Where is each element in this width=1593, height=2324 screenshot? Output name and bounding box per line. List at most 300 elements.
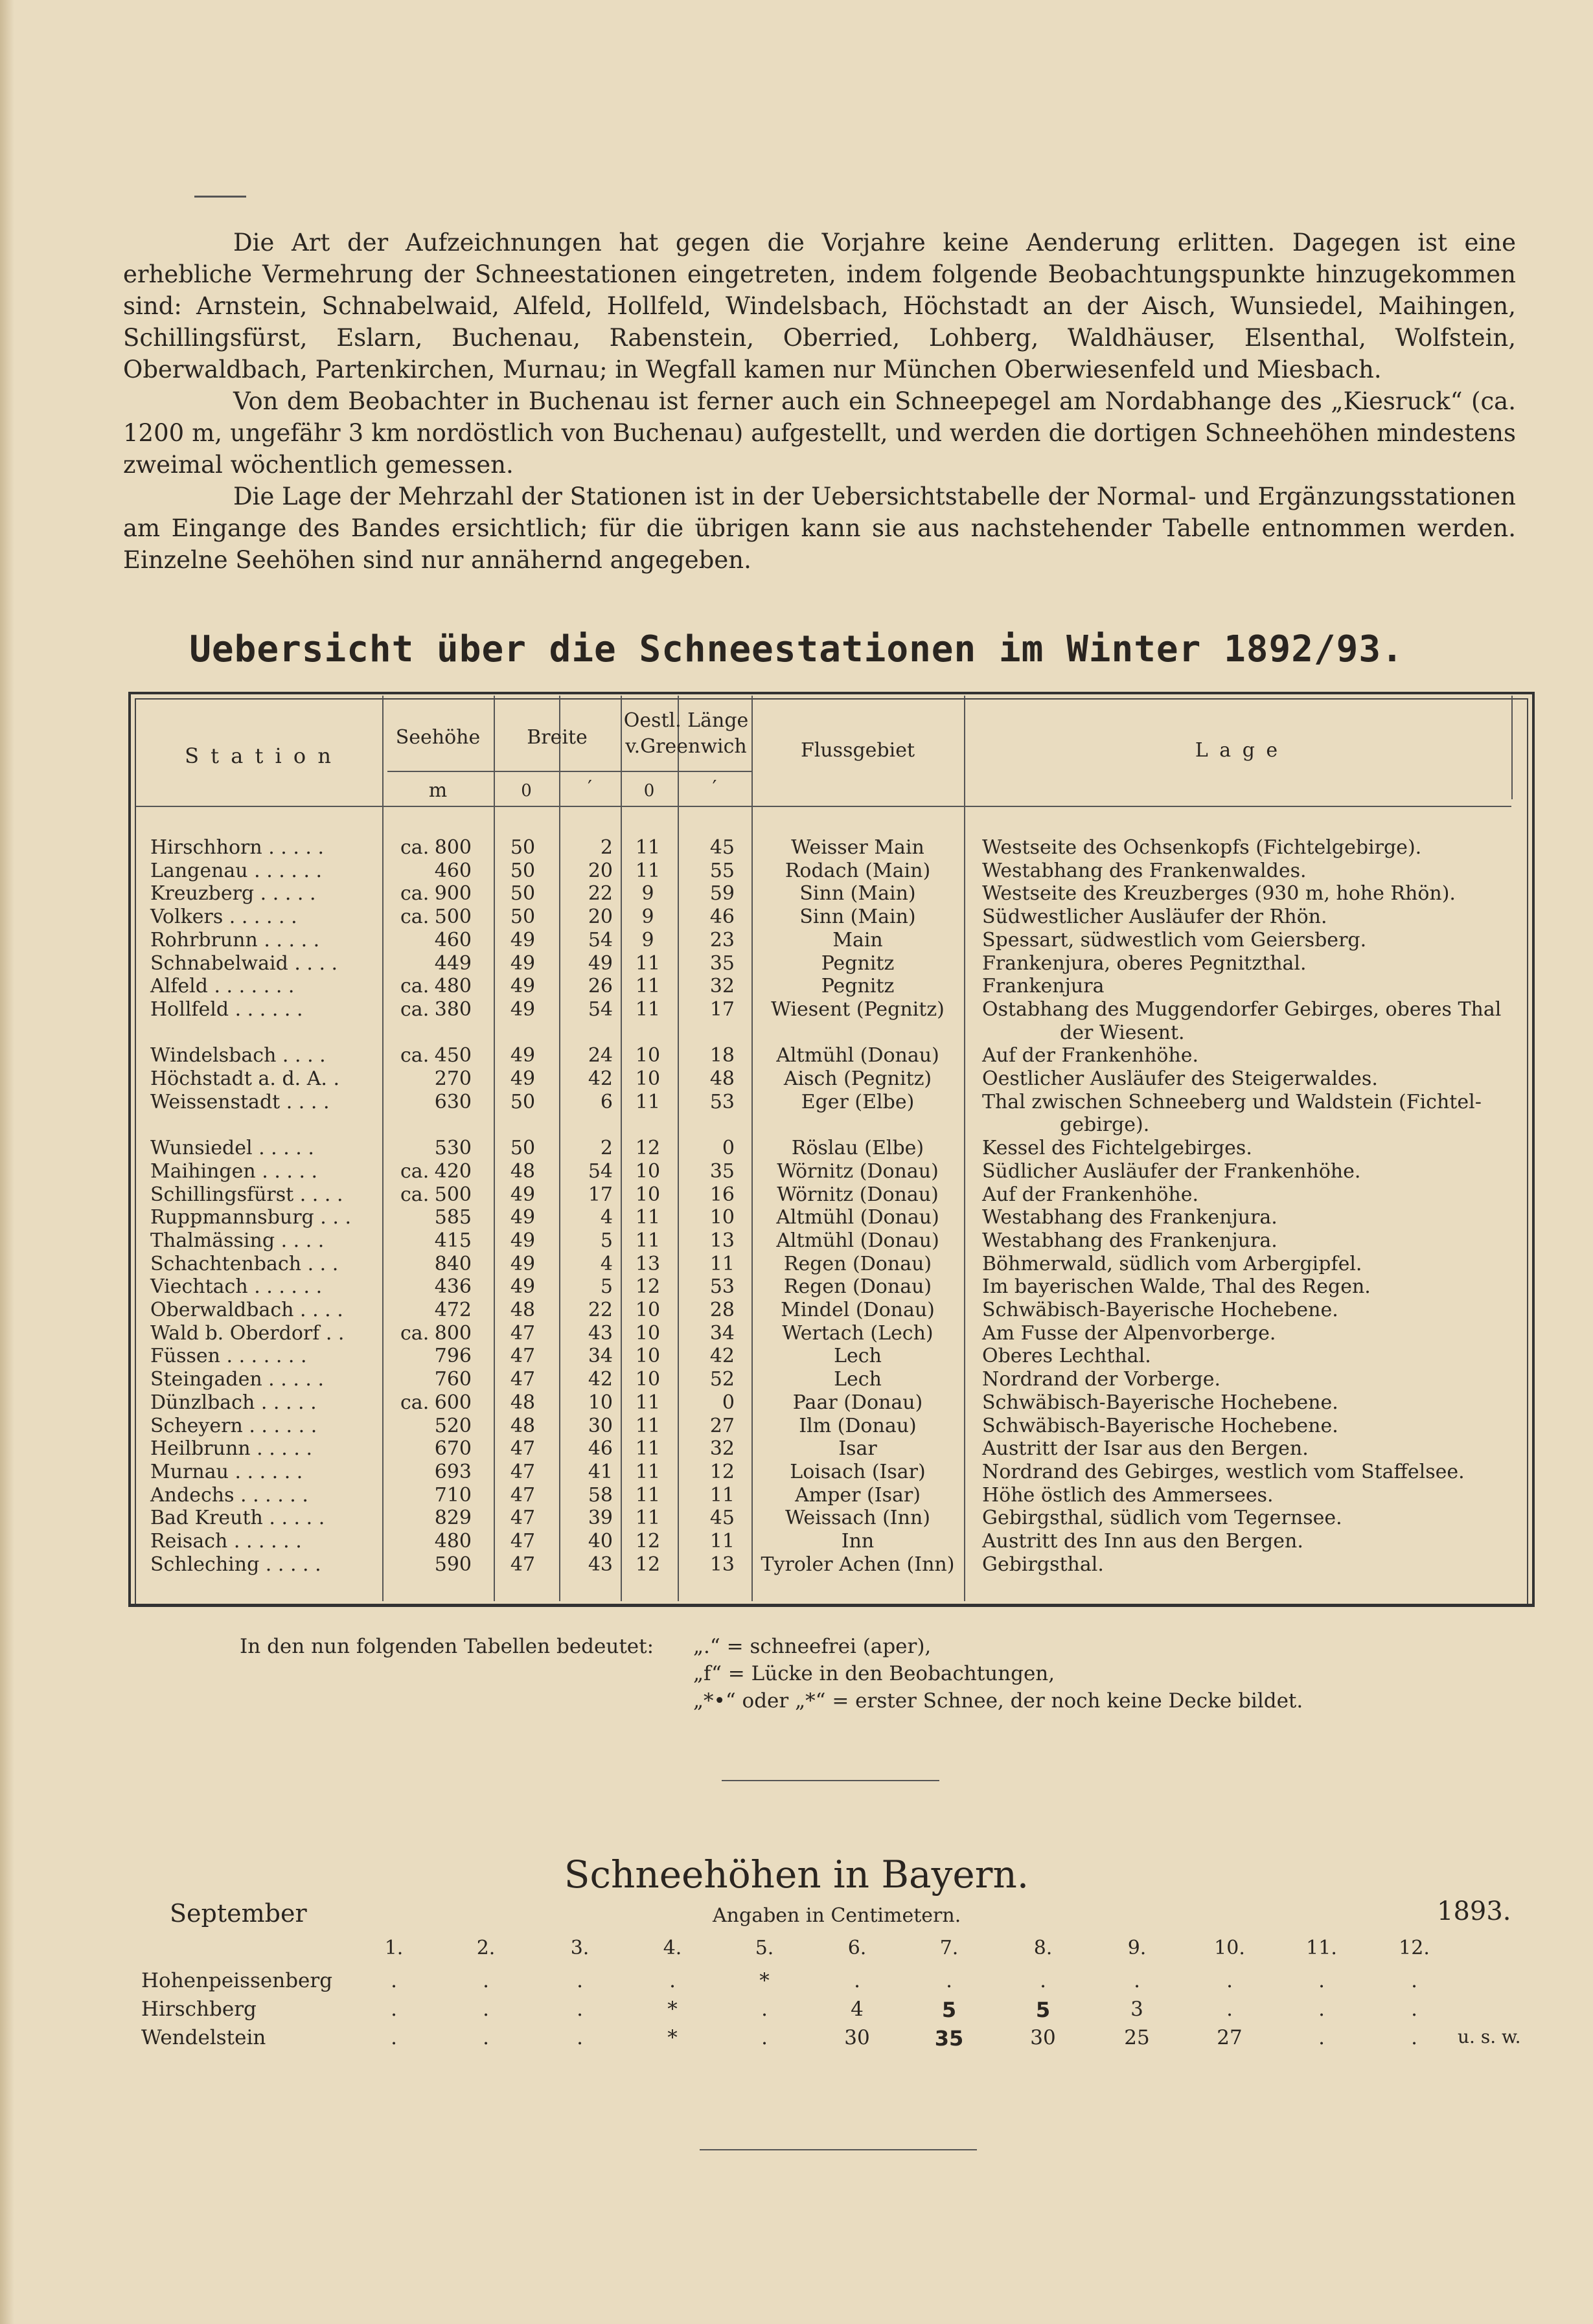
lage-text: Oestlicher Ausläufer des Steigerwaldes. bbox=[982, 1067, 1378, 1090]
station-name: Dünzlbach . . . . . bbox=[150, 1391, 317, 1414]
lage-text: Schwäbisch-Bayerische Hochebene. bbox=[982, 1299, 1338, 1321]
station-name: Wunsiedel . . . . . bbox=[150, 1137, 314, 1160]
snow-year: 1893. bbox=[1437, 1897, 1511, 1926]
laenge-degrees: 10 bbox=[635, 1321, 661, 1345]
lage-text: Spessart, südwestlich vom Geiersberg. bbox=[982, 928, 1367, 951]
laenge-degrees: 9 bbox=[641, 906, 654, 929]
snow-value: . bbox=[577, 1998, 583, 2021]
breite-minutes: 40 bbox=[588, 1530, 613, 1553]
breite-minutes: 43 bbox=[588, 1321, 613, 1345]
laenge-degrees: 11 bbox=[635, 1507, 661, 1530]
laenge-minutes: 32 bbox=[709, 1437, 735, 1461]
snow-day-header: 2. bbox=[476, 1937, 496, 1959]
flussgebiet: Sinn (Main) bbox=[799, 882, 916, 906]
lage-text: Südwestlicher Ausläufer der Rhön. bbox=[982, 906, 1327, 929]
seehoehe-value: 520 bbox=[434, 1414, 472, 1437]
breite-minutes: 34 bbox=[588, 1345, 613, 1368]
legend-aper: „.“ = schneefrei (aper), bbox=[693, 1635, 932, 1658]
lage-text: Frankenjura, oberes Pegnitzthal. bbox=[982, 951, 1307, 975]
station-name: Bad Kreuth . . . . . bbox=[150, 1507, 325, 1530]
station-name: Schleching . . . . . bbox=[150, 1553, 321, 1576]
breite-degrees: 49 bbox=[510, 1206, 536, 1229]
snow-value: * bbox=[667, 2026, 678, 2049]
snow-value: 25 bbox=[1124, 2026, 1150, 2049]
lage-text: gebirge). bbox=[1060, 1113, 1150, 1137]
breite-minutes: 2 bbox=[600, 1137, 613, 1160]
seehoehe-approx: ca. bbox=[400, 882, 430, 906]
seehoehe-value: 420 bbox=[434, 1159, 472, 1183]
seehoehe-value: 710 bbox=[434, 1483, 472, 1507]
header-breite-min: ′ bbox=[588, 777, 592, 799]
lage-text: Südlicher Ausläufer der Frankenhöhe. bbox=[982, 1159, 1361, 1183]
lage-text: Westabhang des Frankenjura. bbox=[982, 1229, 1278, 1252]
seehoehe-value: 436 bbox=[434, 1275, 472, 1299]
laenge-minutes: 45 bbox=[709, 836, 735, 859]
laenge-degrees: 11 bbox=[635, 1483, 661, 1507]
laenge-minutes: 46 bbox=[709, 906, 735, 929]
col-divider bbox=[559, 696, 560, 1601]
laenge-degrees: 11 bbox=[635, 975, 661, 998]
station-name: Viechtach . . . . . . bbox=[150, 1275, 323, 1299]
breite-minutes: 42 bbox=[588, 1067, 613, 1090]
breite-degrees: 50 bbox=[510, 882, 536, 906]
snow-value: . bbox=[1318, 1998, 1325, 2021]
lage-text: Westabhang des Frankenwaldes. bbox=[982, 859, 1307, 882]
laenge-degrees: 10 bbox=[635, 1159, 661, 1183]
station-name: Füssen . . . . . . . bbox=[150, 1345, 307, 1368]
flussgebiet: Altmühl (Donau) bbox=[776, 1229, 939, 1252]
laenge-minutes: 53 bbox=[709, 1275, 735, 1299]
snow-day-header: 6. bbox=[847, 1937, 867, 1959]
seehoehe-value: 585 bbox=[434, 1206, 472, 1229]
intro-text bbox=[123, 227, 1516, 576]
header-rule bbox=[136, 806, 1511, 807]
header-laenge-deg: 0 bbox=[643, 781, 655, 801]
laenge-degrees: 9 bbox=[641, 882, 654, 906]
section-divider bbox=[722, 1780, 939, 1781]
station-name: Langenau . . . . . . bbox=[150, 859, 323, 882]
laenge-minutes: 13 bbox=[709, 1553, 735, 1576]
intro-paragraph-1: Die Art der Aufzeichnungen hat gegen die Vorjahre keine Aenderung erlitten. Dagegen ist eine erhebliche Vermehrung der Schneestationen eingetreten, indem folgende Beobachtungspunkte hinzugekommen sind: Arnstein, Schnabelwaid, Alfeld, Hollfeld, Windelsbach, Höchstadt an der Aisch, Wunsiedel, Maihingen, Schillingsfürst, Eslarn, Buchenau, Rabenstein, Oberried, Lohberg, Waldhäuser, Elsenthal, Wolfstein, Oberwaldbach, Partenkirchen, Murnau; in Wegfall kamen nur München Oberwiesenfeld und Miesbach. bbox=[123, 229, 1516, 383]
station-name: Schillingsfürst . . . . bbox=[150, 1183, 343, 1206]
snow-value: . bbox=[483, 1969, 489, 1992]
breite-degrees: 48 bbox=[510, 1159, 536, 1183]
breite-minutes: 39 bbox=[588, 1507, 613, 1530]
laenge-degrees: 11 bbox=[635, 1229, 661, 1252]
snow-value: . bbox=[391, 1998, 397, 2021]
seehoehe-approx: ca. bbox=[400, 1159, 430, 1183]
station-name: Volkers . . . . . . bbox=[150, 906, 297, 929]
laenge-degrees: 10 bbox=[635, 1368, 661, 1391]
station-name: Rohrbrunn . . . . . bbox=[150, 928, 320, 951]
station-name: Steingaden . . . . . bbox=[150, 1368, 325, 1391]
col-divider bbox=[382, 696, 384, 1601]
flussgebiet: Weisser Main bbox=[791, 836, 924, 859]
snow-value: . bbox=[854, 1969, 860, 1992]
snow-value: . bbox=[761, 2026, 768, 2049]
breite-minutes: 54 bbox=[588, 997, 613, 1021]
breite-degrees: 48 bbox=[510, 1414, 536, 1437]
seehoehe-approx: ca. bbox=[400, 906, 430, 929]
seehoehe-approx: ca. bbox=[400, 1391, 430, 1414]
station-name: Schnabelwaid . . . . bbox=[150, 951, 338, 975]
lage-text: Schwäbisch-Bayerische Hochebene. bbox=[982, 1414, 1338, 1437]
laenge-minutes: 55 bbox=[709, 859, 735, 882]
snow-value: 30 bbox=[844, 2026, 870, 2049]
station-name: Alfeld . . . . . . . bbox=[150, 975, 295, 998]
header-rule bbox=[387, 771, 494, 772]
breite-minutes: 54 bbox=[588, 1159, 613, 1183]
laenge-minutes: 13 bbox=[709, 1229, 735, 1252]
seehoehe-value: 450 bbox=[434, 1044, 472, 1067]
top-rule bbox=[194, 196, 246, 198]
flussgebiet: Isar bbox=[838, 1437, 877, 1461]
flussgebiet: Sinn (Main) bbox=[799, 906, 916, 929]
breite-degrees: 47 bbox=[510, 1368, 536, 1391]
snow-day-header: 1. bbox=[384, 1937, 404, 1959]
snow-value: 27 bbox=[1217, 2026, 1243, 2049]
flussgebiet: Lech bbox=[834, 1345, 882, 1368]
breite-degrees: 49 bbox=[510, 1067, 536, 1090]
breite-degrees: 50 bbox=[510, 836, 536, 859]
laenge-minutes: 48 bbox=[709, 1067, 735, 1090]
breite-minutes: 54 bbox=[588, 928, 613, 951]
snow-value: 5 bbox=[1035, 1998, 1051, 2022]
seehoehe-approx: ca. bbox=[400, 1321, 430, 1345]
snow-value: . bbox=[669, 1969, 676, 1992]
seehoehe-value: 270 bbox=[434, 1067, 472, 1090]
laenge-minutes: 35 bbox=[709, 951, 735, 975]
breite-minutes: 30 bbox=[588, 1414, 613, 1437]
snow-value: . bbox=[1040, 1969, 1046, 1992]
lage-text: Westabhang des Frankenjura. bbox=[982, 1206, 1278, 1229]
intro-paragraph-3: Die Lage der Mehrzahl der Stationen ist in der Uebersichtstabelle der Normal- und Ergänzungsstationen am Eingange des Bandes ersichtlich; für die übrigen kann sie aus nachstehender Tabelle entnommen werden. Einzelne Seehöhen sind nur annähernd angegeben. bbox=[123, 483, 1516, 574]
snow-value: . bbox=[1226, 1969, 1233, 1992]
station-name: Hirschhorn . . . . . bbox=[150, 836, 325, 859]
breite-degrees: 47 bbox=[510, 1321, 536, 1345]
laenge-degrees: 12 bbox=[635, 1553, 661, 1576]
breite-minutes: 22 bbox=[588, 1299, 613, 1321]
snow-usw: u. s. w. bbox=[1458, 2026, 1521, 2047]
lage-text: Gebirgsthal. bbox=[982, 1553, 1104, 1576]
lage-text: Gebirgsthal, südlich vom Tegernsee. bbox=[982, 1507, 1342, 1530]
breite-degrees: 50 bbox=[510, 1137, 536, 1160]
laenge-degrees: 10 bbox=[635, 1067, 661, 1090]
snow-value: . bbox=[391, 1969, 397, 1992]
snow-value: . bbox=[946, 1969, 952, 1992]
lage-text: Schwäbisch-Bayerische Hochebene. bbox=[982, 1391, 1338, 1414]
breite-minutes: 2 bbox=[600, 836, 613, 859]
breite-degrees: 47 bbox=[510, 1507, 536, 1530]
breite-degrees: 49 bbox=[510, 975, 536, 998]
seehoehe-value: 800 bbox=[434, 836, 472, 859]
header-breite-deg: 0 bbox=[521, 781, 532, 801]
snow-value: . bbox=[577, 1969, 583, 1992]
laenge-degrees: 11 bbox=[635, 1460, 661, 1483]
laenge-degrees: 12 bbox=[635, 1137, 661, 1160]
station-name: Murnau . . . . . . bbox=[150, 1460, 303, 1483]
laenge-degrees: 13 bbox=[635, 1252, 661, 1275]
laenge-minutes: 32 bbox=[709, 975, 735, 998]
breite-degrees: 49 bbox=[510, 1275, 536, 1299]
breite-minutes: 5 bbox=[600, 1229, 613, 1252]
seehoehe-value: 500 bbox=[434, 1183, 472, 1206]
snow-value: 30 bbox=[1030, 2026, 1056, 2049]
snow-value: . bbox=[1411, 1969, 1417, 1992]
header-greenwich: v.Greenwich bbox=[625, 735, 747, 758]
snow-title: Schneehöhen in Bayern. bbox=[564, 1852, 1029, 1897]
station-name: Oberwaldbach . . . . bbox=[150, 1299, 343, 1321]
legend-erster-schnee: „*•“ oder „*“ = erster Schnee, der noch keine Decke bildet. bbox=[693, 1689, 1303, 1713]
laenge-degrees: 11 bbox=[635, 997, 661, 1021]
laenge-minutes: 27 bbox=[709, 1414, 735, 1437]
breite-minutes: 24 bbox=[588, 1044, 613, 1067]
bottom-divider bbox=[700, 2149, 977, 2150]
breite-degrees: 50 bbox=[510, 906, 536, 929]
laenge-degrees: 11 bbox=[635, 1090, 661, 1113]
flussgebiet: Wörnitz (Donau) bbox=[777, 1159, 939, 1183]
snow-value: 35 bbox=[934, 2026, 964, 2051]
lage-text: Im bayerischen Walde, Thal des Regen. bbox=[982, 1275, 1371, 1299]
lage-text: Am Fusse der Alpenvorberge. bbox=[982, 1321, 1276, 1345]
snow-value: . bbox=[391, 2026, 397, 2049]
header-breite: Breite bbox=[527, 726, 588, 749]
breite-minutes: 49 bbox=[588, 951, 613, 975]
seehoehe-value: 829 bbox=[434, 1507, 472, 1530]
snow-unit: Angaben in Centimetern. bbox=[713, 1904, 961, 1927]
breite-minutes: 10 bbox=[588, 1391, 613, 1414]
flussgebiet: Pegnitz bbox=[821, 975, 895, 998]
laenge-minutes: 11 bbox=[709, 1530, 735, 1553]
seehoehe-approx: ca. bbox=[400, 1044, 430, 1067]
seehoehe-value: 530 bbox=[434, 1137, 472, 1160]
snow-day-header: 11. bbox=[1306, 1937, 1337, 1959]
flussgebiet: Main bbox=[832, 928, 883, 951]
snow-day-header: 7. bbox=[939, 1937, 959, 1959]
seehoehe-approx: ca. bbox=[400, 997, 430, 1021]
breite-minutes: 20 bbox=[588, 859, 613, 882]
lage-text: Oberes Lechthal. bbox=[982, 1345, 1151, 1368]
breite-degrees: 49 bbox=[510, 1183, 536, 1206]
laenge-degrees: 11 bbox=[635, 1414, 661, 1437]
seehoehe-value: 380 bbox=[434, 997, 472, 1021]
breite-minutes: 46 bbox=[588, 1437, 613, 1461]
flussgebiet: Wiesent (Pegnitz) bbox=[771, 997, 945, 1021]
breite-degrees: 47 bbox=[510, 1553, 536, 1576]
seehoehe-value: 693 bbox=[434, 1460, 472, 1483]
page-edge bbox=[0, 0, 14, 2324]
lage-text: Austritt der Isar aus den Bergen. bbox=[982, 1437, 1309, 1461]
laenge-minutes: 23 bbox=[709, 928, 735, 951]
flussgebiet: Lech bbox=[834, 1368, 882, 1391]
breite-degrees: 47 bbox=[510, 1530, 536, 1553]
laenge-minutes: 12 bbox=[709, 1460, 735, 1483]
laenge-minutes: 11 bbox=[709, 1252, 735, 1275]
laenge-minutes: 28 bbox=[709, 1299, 735, 1321]
laenge-degrees: 11 bbox=[635, 1391, 661, 1414]
legend-intro: In den nun folgenden Tabellen bedeutet: bbox=[240, 1635, 654, 1658]
lage-text: Nordrand der Vorberge. bbox=[982, 1368, 1221, 1391]
breite-minutes: 22 bbox=[588, 882, 613, 906]
col-divider bbox=[494, 696, 495, 1601]
station-name: Maihingen . . . . . bbox=[150, 1159, 318, 1183]
snow-value: * bbox=[667, 1998, 678, 2021]
station-name: Heilbrunn . . . . . bbox=[150, 1437, 312, 1461]
intro-paragraph-2: Von dem Beobachter in Buchenau ist ferner auch ein Schneepegel am Nordabhange des „Kiesruck“ (ca. 1200 m, ungefähr 3 km nordöstlich von Buchenau) aufgestellt, und werden die dortigen Schneehöhen mindestens zweimal wöchentlich gemessen. bbox=[123, 387, 1516, 479]
lage-text: Frankenjura bbox=[982, 975, 1105, 998]
laenge-minutes: 10 bbox=[709, 1206, 735, 1229]
snow-month: September bbox=[170, 1899, 307, 1928]
breite-minutes: 5 bbox=[600, 1275, 613, 1299]
header-laenge-min: ′ bbox=[712, 777, 717, 799]
laenge-minutes: 0 bbox=[722, 1137, 735, 1160]
snow-value: * bbox=[759, 1969, 770, 1992]
seehoehe-value: 800 bbox=[434, 1321, 472, 1345]
laenge-degrees: 10 bbox=[635, 1183, 661, 1206]
laenge-degrees: 12 bbox=[635, 1530, 661, 1553]
snow-value: . bbox=[1318, 2026, 1325, 2049]
seehoehe-value: 630 bbox=[434, 1090, 472, 1113]
lage-text: Nordrand des Gebirges, westlich vom Staffelsee. bbox=[982, 1460, 1465, 1483]
flussgebiet: Regen (Donau) bbox=[783, 1275, 932, 1299]
snow-day-header: 10. bbox=[1214, 1937, 1245, 1959]
breite-minutes: 42 bbox=[588, 1368, 613, 1391]
snow-value: . bbox=[577, 2026, 583, 2049]
breite-minutes: 41 bbox=[588, 1460, 613, 1483]
laenge-degrees: 10 bbox=[635, 1044, 661, 1067]
laenge-degrees: 11 bbox=[635, 859, 661, 882]
breite-degrees: 49 bbox=[510, 1044, 536, 1067]
snow-value: . bbox=[1411, 1998, 1417, 2021]
laenge-minutes: 42 bbox=[709, 1345, 735, 1368]
breite-degrees: 50 bbox=[510, 1090, 536, 1113]
breite-degrees: 49 bbox=[510, 1229, 536, 1252]
snow-day-header: 3. bbox=[570, 1937, 590, 1959]
flussgebiet: Amper (Isar) bbox=[795, 1483, 921, 1507]
station-name: Kreuzberg . . . . . bbox=[150, 882, 316, 906]
seehoehe-approx: ca. bbox=[400, 836, 430, 859]
snow-day-header: 12. bbox=[1399, 1937, 1430, 1959]
seehoehe-value: 460 bbox=[434, 859, 472, 882]
lage-text: Westseite des Ochsenkopfs (Fichtelgebirge). bbox=[982, 836, 1422, 859]
snow-value: . bbox=[1226, 1998, 1233, 2021]
breite-minutes: 20 bbox=[588, 906, 613, 929]
seehoehe-value: 500 bbox=[434, 906, 472, 929]
breite-degrees: 47 bbox=[510, 1483, 536, 1507]
seehoehe-value: 415 bbox=[434, 1229, 472, 1252]
flussgebiet: Eger (Elbe) bbox=[801, 1090, 915, 1113]
snow-value: 5 bbox=[941, 1998, 957, 2022]
breite-minutes: 58 bbox=[588, 1483, 613, 1507]
station-name: Scheyern . . . . . . bbox=[150, 1414, 317, 1437]
laenge-degrees: 9 bbox=[641, 928, 654, 951]
lage-text: Böhmerwald, südlich vom Arbergipfel. bbox=[982, 1252, 1362, 1275]
snow-value: . bbox=[761, 1998, 768, 2021]
flussgebiet: Weissach (Inn) bbox=[785, 1507, 930, 1530]
lage-text: Auf der Frankenhöhe. bbox=[982, 1044, 1199, 1067]
seehoehe-value: 590 bbox=[434, 1553, 472, 1576]
laenge-degrees: 11 bbox=[635, 836, 661, 859]
breite-degrees: 47 bbox=[510, 1460, 536, 1483]
table-title: Uebersicht über die Schneestationen im Winter 1892/93. bbox=[189, 628, 1404, 670]
seehoehe-value: 760 bbox=[434, 1368, 472, 1391]
seehoehe-value: 840 bbox=[434, 1252, 472, 1275]
snow-value: . bbox=[483, 2026, 489, 2049]
breite-degrees: 50 bbox=[510, 859, 536, 882]
seehoehe-value: 472 bbox=[434, 1299, 472, 1321]
lage-text: Thal zwischen Schneeberg und Waldstein (Fichtel- bbox=[982, 1090, 1482, 1113]
flussgebiet: Mindel (Donau) bbox=[781, 1299, 935, 1321]
laenge-minutes: 17 bbox=[709, 997, 735, 1021]
flussgebiet: Altmühl (Donau) bbox=[776, 1206, 939, 1229]
station-name: Reisach . . . . . . bbox=[150, 1530, 302, 1553]
station-name: Thalmässing . . . . bbox=[150, 1229, 325, 1252]
flussgebiet: Inn bbox=[841, 1530, 875, 1553]
flussgebiet: Altmühl (Donau) bbox=[776, 1044, 939, 1067]
laenge-degrees: 11 bbox=[635, 1206, 661, 1229]
flussgebiet: Paar (Donau) bbox=[792, 1391, 923, 1414]
col-divider bbox=[751, 696, 753, 1601]
laenge-degrees: 11 bbox=[635, 951, 661, 975]
laenge-minutes: 16 bbox=[709, 1183, 735, 1206]
breite-degrees: 49 bbox=[510, 1252, 536, 1275]
laenge-minutes: 45 bbox=[709, 1507, 735, 1530]
snow-value: 3 bbox=[1130, 1998, 1143, 2021]
col-divider bbox=[678, 696, 679, 1601]
flussgebiet: Tyroler Achen (Inn) bbox=[761, 1553, 955, 1576]
snow-station-name: Wendelstein bbox=[141, 2026, 266, 2049]
seehoehe-value: 670 bbox=[434, 1437, 472, 1461]
lage-text: Austritt des Inn aus den Bergen. bbox=[982, 1530, 1303, 1553]
laenge-minutes: 35 bbox=[709, 1159, 735, 1183]
snow-day-header: 9. bbox=[1127, 1937, 1147, 1959]
snow-value: . bbox=[1134, 1969, 1140, 1992]
header-seehoehe: Seehöhe bbox=[395, 726, 481, 749]
col-divider bbox=[1511, 696, 1513, 799]
seehoehe-value: 900 bbox=[434, 882, 472, 906]
breite-degrees: 48 bbox=[510, 1391, 536, 1414]
seehoehe-value: 600 bbox=[434, 1391, 472, 1414]
flussgebiet: Loisach (Isar) bbox=[790, 1460, 926, 1483]
laenge-minutes: 52 bbox=[709, 1368, 735, 1391]
snow-value: 4 bbox=[851, 1998, 864, 2021]
snow-value: . bbox=[1318, 1969, 1325, 1992]
seehoehe-value: 480 bbox=[434, 975, 472, 998]
breite-minutes: 4 bbox=[600, 1252, 613, 1275]
header-laenge: Oestl. Länge bbox=[623, 709, 749, 732]
station-name: Schachtenbach . . . bbox=[150, 1252, 339, 1275]
laenge-minutes: 18 bbox=[709, 1044, 735, 1067]
snow-day-header: 4. bbox=[663, 1937, 682, 1959]
breite-minutes: 17 bbox=[588, 1183, 613, 1206]
snow-day-header: 8. bbox=[1033, 1937, 1053, 1959]
laenge-degrees: 12 bbox=[635, 1275, 661, 1299]
header-station: S t a t i o n bbox=[185, 744, 334, 768]
flussgebiet: Wertach (Lech) bbox=[782, 1321, 934, 1345]
flussgebiet: Aisch (Pegnitz) bbox=[783, 1067, 932, 1090]
seehoehe-value: 480 bbox=[434, 1530, 472, 1553]
station-name: Ruppmannsburg . . . bbox=[150, 1206, 351, 1229]
flussgebiet: Rodach (Main) bbox=[785, 859, 931, 882]
header-flussgebiet: Flussgebiet bbox=[800, 739, 915, 762]
breite-minutes: 43 bbox=[588, 1553, 613, 1576]
laenge-degrees: 11 bbox=[635, 1437, 661, 1461]
laenge-degrees: 10 bbox=[635, 1299, 661, 1321]
snow-station-name: Hohenpeissenberg bbox=[141, 1969, 333, 1992]
snow-value: . bbox=[483, 1998, 489, 2021]
station-name: Weissenstadt . . . . bbox=[150, 1090, 330, 1113]
laenge-degrees: 10 bbox=[635, 1345, 661, 1368]
